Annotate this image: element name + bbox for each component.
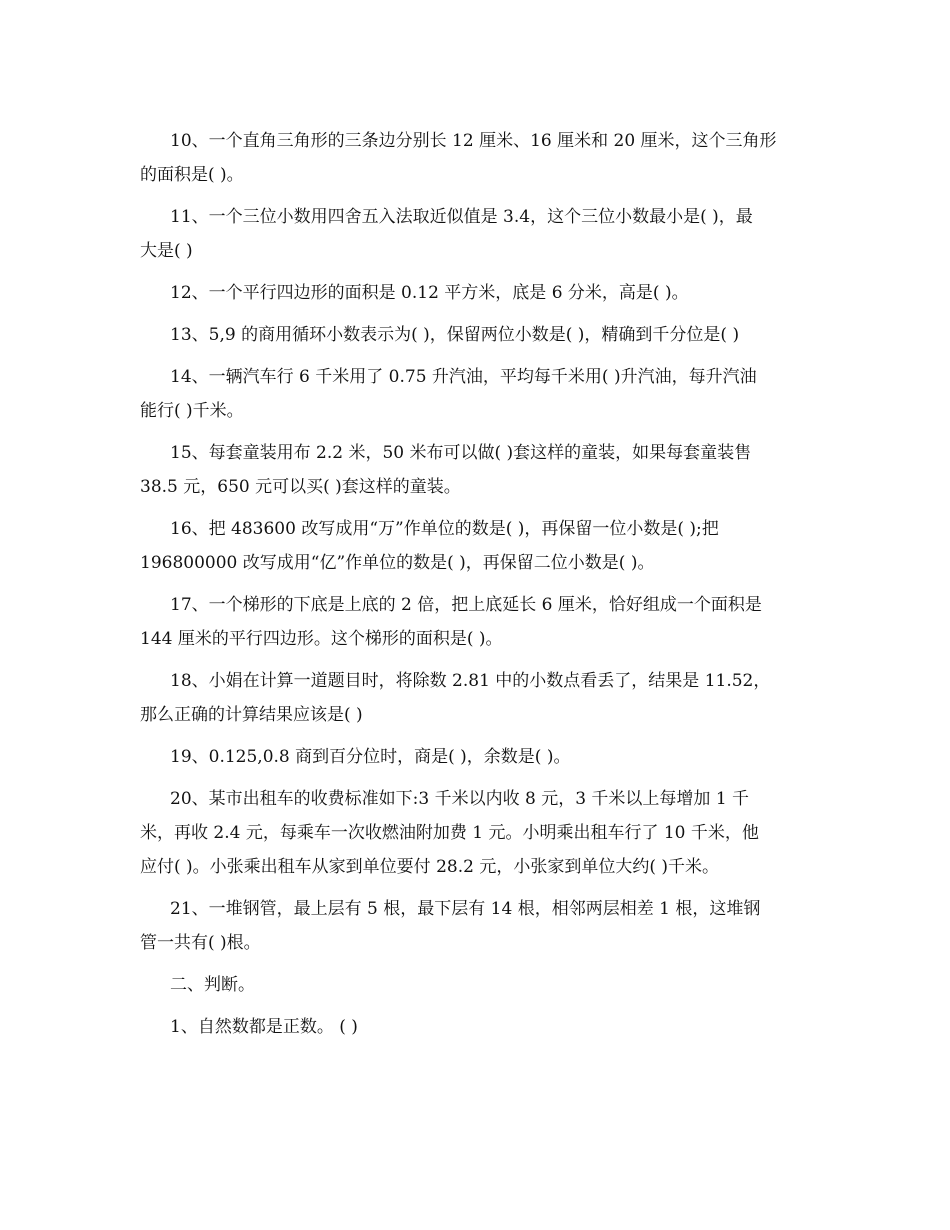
question-17-line-2: 144 厘米的平行四边形。这个梯形的面积是( )。 <box>140 629 503 649</box>
question-13-line-1: 13、5,9 的商用循环小数表示为( )，保留两位小数是( )，精确到千分位是( ) <box>170 325 740 345</box>
question-14-line-1: 14、一辆汽车行 6 千米用了 0.75 升汽油，平均每千米用( )升汽油，每升汽油 <box>170 367 757 387</box>
question-21 <box>140 892 810 960</box>
question-15-line-1: 15、每套童装用布 2.2 米，50 米布可以做( )套这样的童装，如果每套童装售 <box>170 443 752 463</box>
question-11-line-2: 大是( ) <box>140 241 193 261</box>
question-14-line-2: 能行( )千米。 <box>140 401 244 421</box>
question-21-line-1: 21、一堆钢管，最上层有 5 根，最下层有 14 根，相邻两层相差 1 根，这堆钢 <box>170 899 761 919</box>
question-18-line-2: 那么正确的计算结果应该是( ) <box>140 705 363 725</box>
judgement-question-1 <box>140 1010 810 1044</box>
question-14 <box>140 360 810 428</box>
section-heading-judgement-text: 二、判断。 <box>170 975 255 995</box>
question-15 <box>140 436 810 504</box>
question-21-line-2: 管一共有( )根。 <box>140 933 261 953</box>
question-10-line-1: 10、一个直角三角形的三条边分别长 12 厘米、16 厘米和 20 厘米，这个三角形 <box>170 131 777 151</box>
question-12-line-1: 12、一个平行四边形的面积是 0.12 平方米，底是 6 分米，高是( )。 <box>170 283 689 303</box>
question-20-line-2: 米，再收 2.4 元，每乘车一次收燃油附加费 1 元。小明乘出租车行了 10 千米，他 <box>140 823 759 843</box>
question-20-line-3: 应付( )。小张乘出租车从家到单位要付 28.2 元，小张家到单位大约( )千米。 <box>140 857 719 877</box>
question-17 <box>140 588 810 656</box>
question-18-line-1: 18、小娟在计算一道题目时，将除数 2.81 中的小数点看丢了，结果是 11.52， <box>170 671 771 691</box>
document-body <box>140 124 810 1044</box>
section-heading-judgement <box>140 968 810 1002</box>
question-10-line-2: 的面积是( )。 <box>140 165 244 185</box>
question-10 <box>140 124 810 192</box>
judgement-question-1-line-1: 1、自然数都是正数。 ( ) <box>170 1017 358 1037</box>
question-20 <box>140 782 810 884</box>
question-20-line-1: 20、某市出租车的收费标准如下:3 千米以内收 8 元，3 千米以上每增加 1 千 <box>170 789 750 809</box>
question-13 <box>140 318 810 352</box>
question-11-line-1: 11、一个三位小数用四舍五入法取近似值是 3.4，这个三位小数最小是( )，最 <box>170 207 753 227</box>
question-18 <box>140 664 810 732</box>
question-15-line-2: 38.5 元，650 元可以买( )套这样的童装。 <box>140 477 461 497</box>
question-19-line-1: 19、0.125,0.8 商到百分位时，商是( )，余数是( )。 <box>170 747 571 767</box>
question-11 <box>140 200 810 268</box>
question-16 <box>140 512 810 580</box>
question-12 <box>140 276 810 310</box>
question-19 <box>140 740 810 774</box>
question-17-line-1: 17、一个梯形的下底是上底的 2 倍，把上底延长 6 厘米，恰好组成一个面积是 <box>170 595 762 615</box>
question-16-line-2: 196800000 改写成用“亿”作单位的数是( )，再保留二位小数是( )。 <box>140 553 655 573</box>
question-16-line-1: 16、把 483600 改写成用“万”作单位的数是( )，再保留一位小数是( );把 <box>170 519 719 539</box>
